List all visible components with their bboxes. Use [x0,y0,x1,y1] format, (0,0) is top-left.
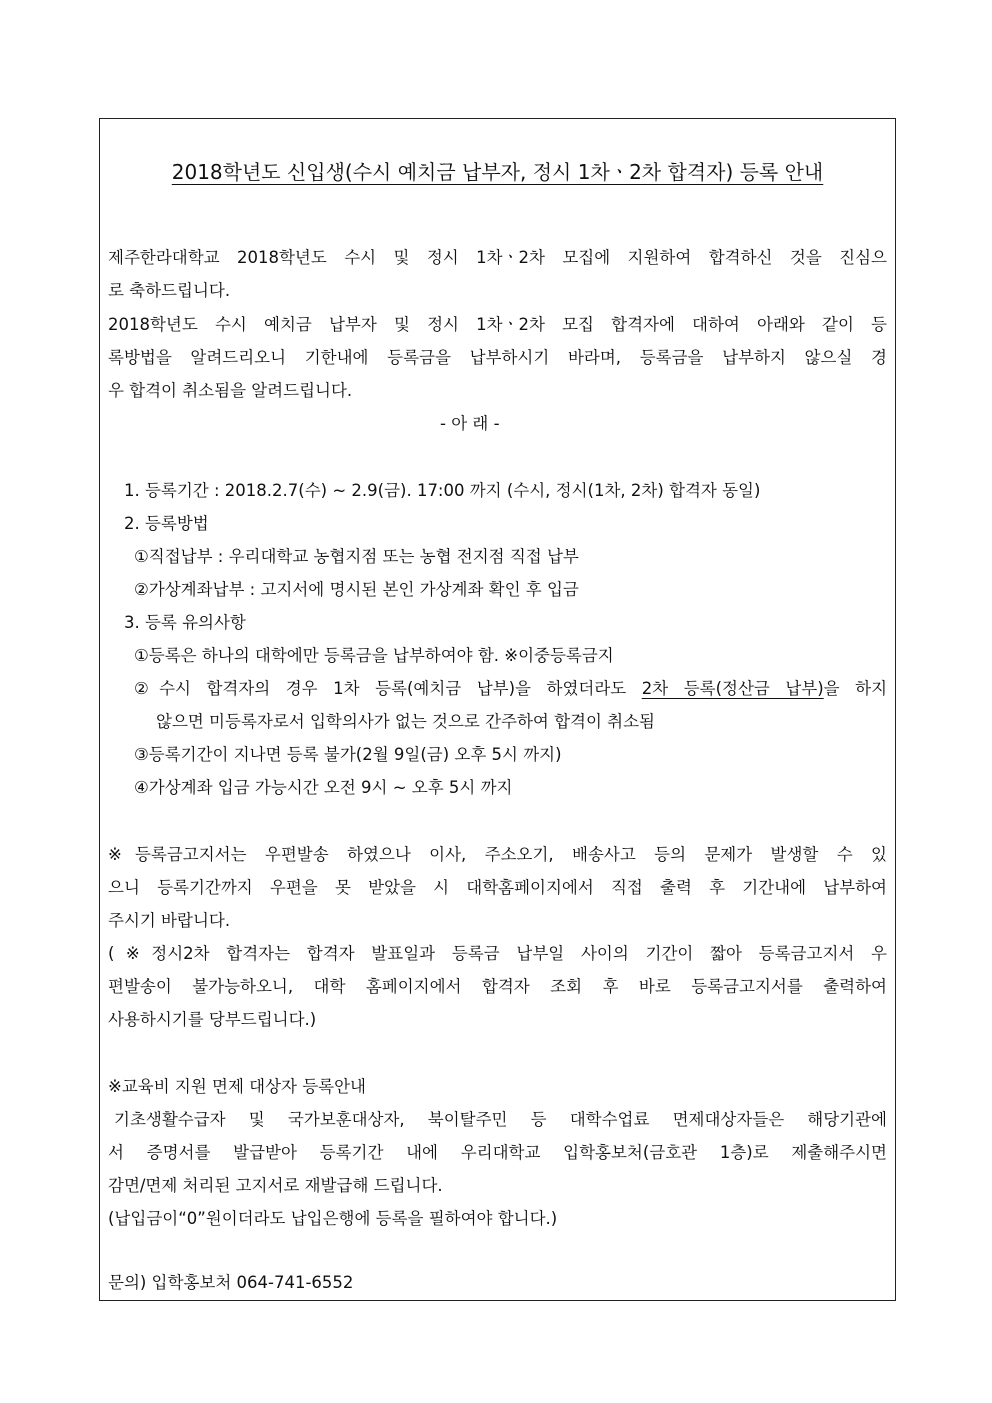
bill-notice-line3: 주시기 바랍니다. [108,911,231,930]
item-caution-2-cont: 않으면 미등록자로서 입학의사가 없는 것으로 간주하여 합격이 취소됨 [156,712,655,731]
item-method-2: ②가상계좌납부 : 고지서에 명시된 본인 가상계좌 확인 후 입금 [134,580,579,599]
item-method-heading: 2. 등록방법 [124,514,209,533]
education-heading: ※교육비 지원 면제 대상자 등록안내 [108,1077,366,1096]
item-caution-2 [134,678,887,700]
bill-notice-line4: (※정시2차 합격자는 합격자 발표일과 등록금 납부일 사이의 기간이 짧아 등록금고지서 우 [108,944,887,963]
intro-p2-line1: 2018학년도 수시 예치금 납부자 및 정시 1차ㆍ2차 모집 합격자에 대하여 아래와 같이 등 [108,315,887,334]
education-line3: 감면/면제 처리된 고지서로 재발급해 드립니다. [108,1176,443,1195]
item-method-1: ①직접납부 : 우리대학교 농협지점 또는 농협 전지점 직접 납부 [134,547,579,566]
education-line1: 기초생활수급자 및 국가보훈대상자, 북이탈주민 등 대학수업료 면제대상자들은 해당기관에 [114,1110,887,1129]
item-caution-2-pre: ②수시 합격자의 경우 1차 등록(예치금 납부)을 하였더라도 [134,679,642,698]
contact-info: 문의) 입학홍보처 064-741-6552 [108,1273,354,1292]
item-caution-2-post: 을 하지 [823,679,888,698]
page-title-text: 2018학년도 신입생(수시 예치금 납부자, 정시 1차ㆍ2차 합격자) 등록 안내 [171,160,824,184]
education-line2: 서 증명서를 발급받아 등록기간 내에 우리대학교 입학홍보처(금호관 1층)로 제출해주시면 [108,1143,887,1162]
intro-p1-line1: 제주한라대학교 2018학년도 수시 및 정시 1차ㆍ2차 모집에 지원하여 합격하신 것을 진심으 [108,248,887,267]
notice-marker: - 아 래 - [440,414,500,433]
item-caution-2-underlined: 2차 등록(정산금 납부) [641,679,824,698]
item-period: 1. 등록기간 : 2018.2.7(수) ~ 2.9(금). 17:00 까지 (수시, 정시(1차, 2차) 합격자 동일) [124,481,761,500]
education-line4: (납입금이“0”원이더라도 납입은행에 등록을 필하여야 합니다.) [108,1209,558,1228]
bill-notice-line5: 편발송이 불가능하오니, 대학 홈페이지에서 합격자 조회 후 바로 등록금고지서를 출력하여 [108,977,887,996]
bill-notice-line6: 사용하시기를 당부드립니다.) [108,1010,317,1029]
intro-p1-line2: 로 축하드립니다. [108,281,231,300]
bill-notice-line2: 으니 등록기간까지 우편을 못 받았을 시 대학홈페이지에서 직접 출력 후 기간내에 납부하여 [108,878,887,897]
item-caution-heading: 3. 등록 유의사항 [124,613,246,632]
page-title [100,159,895,185]
intro-p2-line2: 록방법을 알려드리오니 기한내에 등록금을 납부하시기 바라며, 등록금을 납부하지 않으실 경 [108,348,887,367]
bill-notice-line1: ※등록금고지서는 우편발송 하였으나 이사, 주소오기, 배송사고 등의 문제가 발생할 수 있 [108,845,887,864]
notice-frame [99,118,896,1301]
item-caution-1: ①등록은 하나의 대학에만 등록금을 납부하여야 함. ※이중등록금지 [134,646,614,665]
item-caution-4: ④가상계좌 입금 가능시간 오전 9시 ~ 오후 5시 까지 [134,778,513,797]
intro-p2-line3: 우 합격이 취소됨을 알려드립니다. [108,381,353,400]
item-caution-3: ③등록기간이 지나면 등록 불가(2월 9일(금) 오후 5시 까지) [134,745,562,764]
